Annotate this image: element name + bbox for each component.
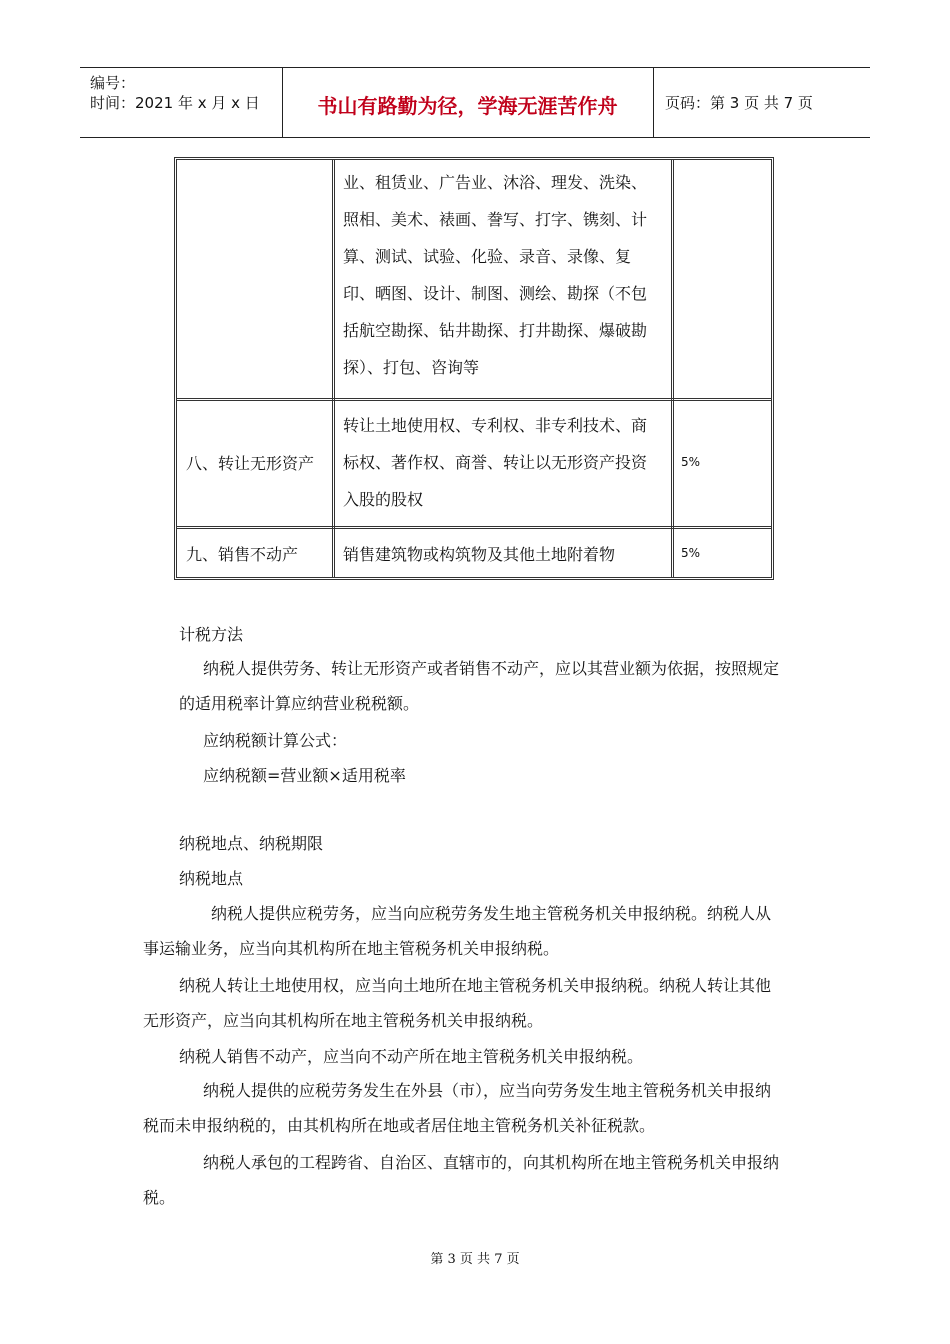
table-text-line: 业、租赁业、广告业、沐浴、理发、洗染、 (343, 173, 648, 192)
paragraph-line: 纳税人销售不动产，应当向不动产所在地主管税务机关申报纳税。 (179, 1047, 644, 1066)
table-text-line: 转让土地使用权、专利权、非专利技术、商 (343, 416, 648, 435)
header-motto: 书山有路勤为径，学海无涯苦作舟 (317, 94, 618, 118)
paragraph-line: 应纳税额计算公式： (203, 731, 348, 750)
paragraph-line: 纳税人提供的应税劳务发生在外县（市），应当向劳务发生地主管税务机关申报纳 (203, 1081, 772, 1100)
table-divider-row1 (177, 398, 771, 401)
paragraph-line: 的适用税率计算应纳营业税税额。 (179, 694, 420, 713)
header-page-number: 页码：第 3 页 共 7 页 (665, 94, 813, 112)
table-divider-col1 (332, 160, 335, 577)
paragraph-line: 无形资产，应当向其机构所在地主管税务机关申报纳税。 (143, 1011, 544, 1030)
paragraph-line: 纳税人提供应税劳务，应当向应税劳务发生地主管税务机关申报纳税。纳税人从 (211, 904, 772, 923)
paragraph-line: 税而未申报纳税的，由其机构所在地或者居住地主管税务机关补征税款。 (143, 1116, 656, 1135)
paragraph-line: 纳税人转让土地使用权，应当向土地所在地主管税务机关申报纳税。纳税人转让其他 (179, 976, 772, 995)
table-row0-scope (343, 164, 647, 386)
paragraph-line: 税。 (143, 1188, 176, 1207)
formula-line: 应纳税额=营业额×适用税率 (203, 766, 406, 785)
paragraph-line: 纳税人承包的工程跨省、自治区、直辖市的，向其机构所在地主管税务机关申报纳 (203, 1153, 780, 1172)
section-heading-place-period: 纳税地点、纳税期限 (179, 834, 324, 853)
table-divider-col2 (671, 160, 674, 577)
section-heading-tax-method: 计税方法 (179, 625, 244, 644)
table-text-line: 算、测试、试验、化验、录音、录像、复 (343, 247, 632, 266)
section-heading-place: 纳税地点 (179, 869, 244, 888)
document-date-label: 时间：2021 年 x 月 x 日 (90, 94, 260, 112)
page-header (80, 67, 870, 138)
table-divider-row2 (177, 526, 771, 529)
table-text-line: 印、晒图、设计、制图、测绘、勘探（不包 (343, 284, 648, 303)
table-row2-scope: 销售建筑物或构筑物及其他土地附着物 (343, 545, 616, 564)
table-text-line: 照相、美术、裱画、誊写、打字、镌刻、计 (343, 210, 648, 229)
table-text-line: 探）、打包、咨询等 (343, 358, 480, 377)
document-number-label: 编号： (90, 74, 136, 92)
paragraph-line: 事运输业务，应当向其机构所在地主管税务机关申报纳税。 (143, 939, 560, 958)
table-text-line: 括航空勘探、钻井勘探、打井勘探、爆破勘 (343, 321, 648, 340)
table-row2-rate: 5% (681, 546, 701, 560)
header-page-cell (653, 68, 870, 137)
table-row1-item: 八、转让无形资产 (186, 454, 315, 473)
table-row2-item: 九、销售不动产 (186, 545, 299, 564)
page-footer: 第 3 页 共 7 页 (430, 1252, 520, 1267)
table-text-line: 标权、著作权、商誉、转让以无形资产投资 (343, 453, 648, 472)
header-motto-cell (282, 68, 654, 137)
table-row1-scope (343, 407, 647, 518)
tax-rate-table (174, 157, 774, 580)
table-row1-rate: 5% (681, 455, 701, 469)
paragraph-line: 纳税人提供劳务、转让无形资产或者销售不动产，应以其营业额为依据，按照规定 (203, 659, 780, 678)
table-text-line: 入股的股权 (343, 490, 424, 509)
header-meta-cell (80, 68, 283, 137)
